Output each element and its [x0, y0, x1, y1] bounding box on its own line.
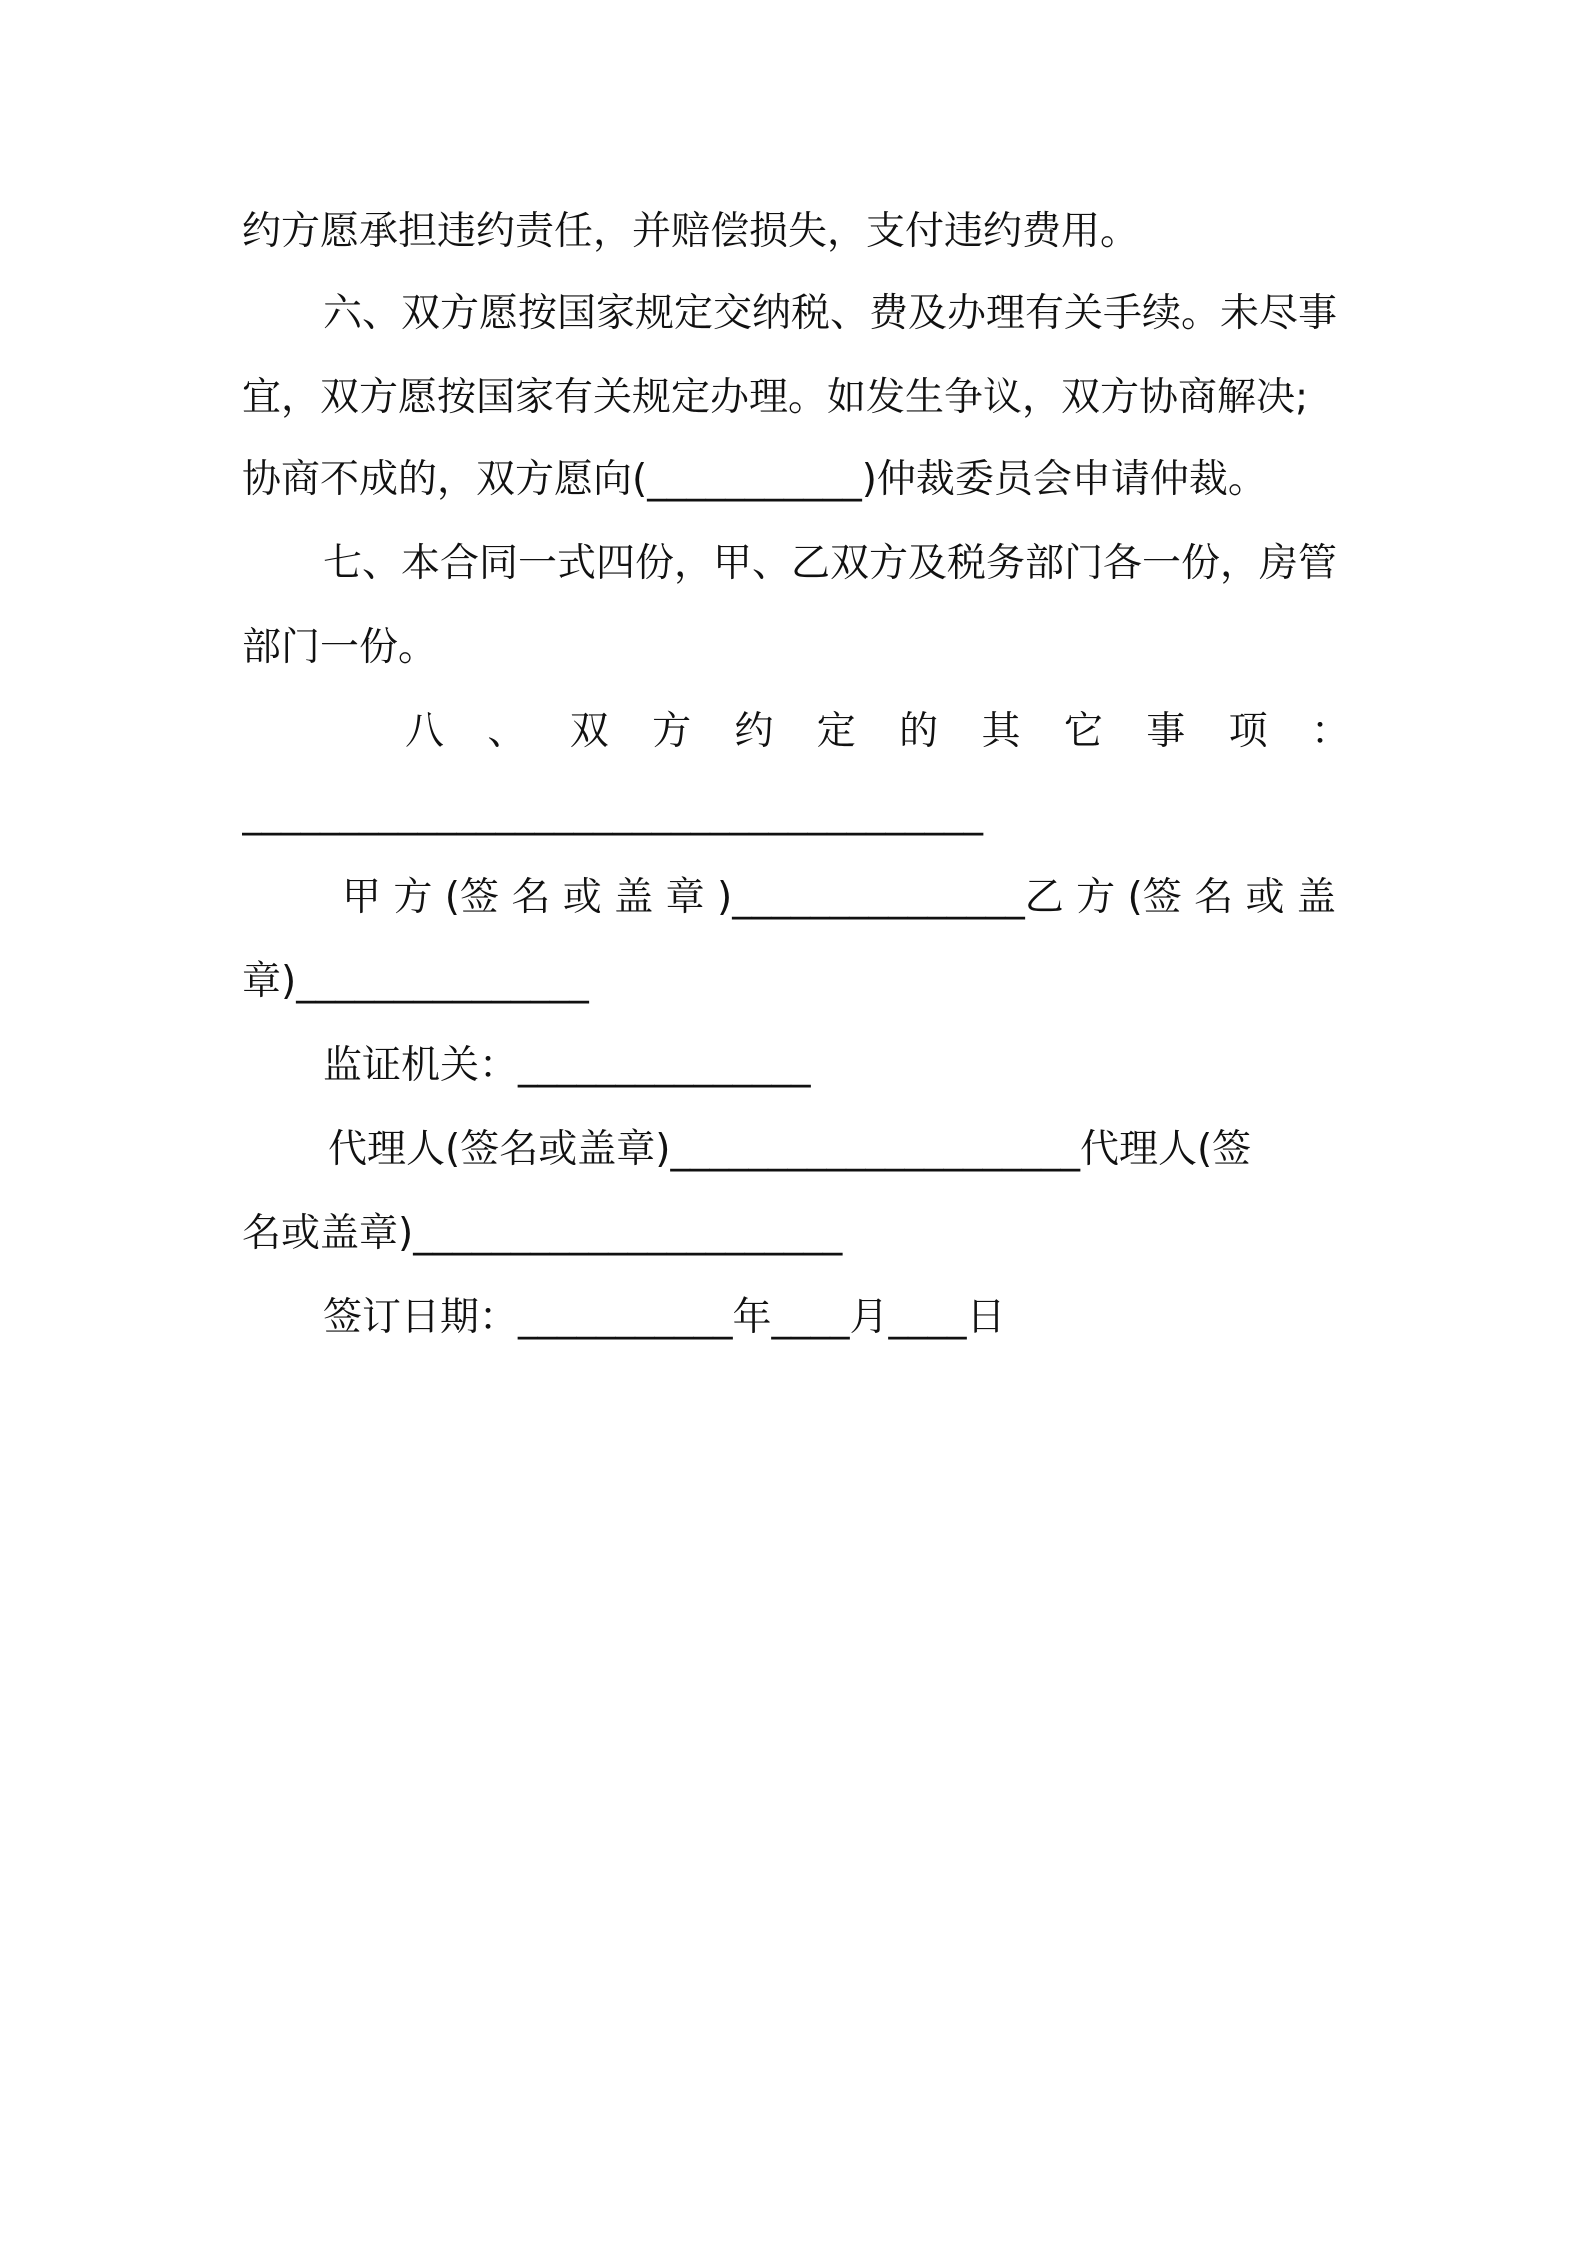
date-day-blank[interactable]: ____ — [888, 1295, 967, 1340]
agent-line-2: 名或盖章)______________________ — [242, 1211, 843, 1256]
party-a-signature-blank[interactable]: _______________ — [732, 875, 1025, 920]
clause-eight-blank[interactable]: ______________________________________ — [242, 791, 983, 836]
witness-line: 监证机关：_______________ — [323, 1043, 811, 1088]
clause-seven-line-2: 部门一份。 — [242, 625, 438, 670]
clause-six-line-3: 协商不成的，双方愿向(___________)仲裁委员会申请仲裁。 — [242, 457, 1267, 502]
clause-six-line-2: 宜，双方愿按国家有关规定办理。如发生争议，双方协商解决; — [242, 375, 1309, 420]
agent-line-1: 代理人(签名或盖章)_____________________代理人(签 — [328, 1127, 1252, 1172]
party-b-signature-blank[interactable]: _______________ — [296, 959, 589, 1004]
date-year-blank[interactable]: ___________ — [518, 1295, 733, 1340]
arbitration-blank[interactable]: ___________ — [647, 457, 862, 502]
clause-seven-line-1: 七、本合同一式四份，甲、乙双方及税务部门各一份，房管 — [323, 541, 1338, 586]
agent-a-signature-blank[interactable]: _____________________ — [670, 1127, 1080, 1172]
signature-line-2: 章)_______________ — [242, 959, 589, 1004]
agent-b-signature-blank[interactable]: ______________________ — [413, 1211, 843, 1256]
date-month-blank[interactable]: ____ — [771, 1295, 850, 1340]
text-line-penalty: 约方愿承担违约责任，并赔偿损失，支付违约费用。 — [242, 209, 1140, 254]
signing-date-line: 签订日期：___________年____月____日 — [323, 1295, 1006, 1340]
witness-blank[interactable]: _______________ — [518, 1043, 811, 1088]
signature-line-1: 甲 方 (签 名 或 盖 章 )_______________乙 方 (签 名 或 盖 — [342, 875, 1336, 920]
clause-six-line-1: 六、双方愿按国家规定交纳税、费及办理有关手续。未尽事 — [323, 291, 1338, 336]
clause-eight-heading: 八 、 双 方 约 定 的 其 它 事 项 ： — [405, 709, 1350, 754]
